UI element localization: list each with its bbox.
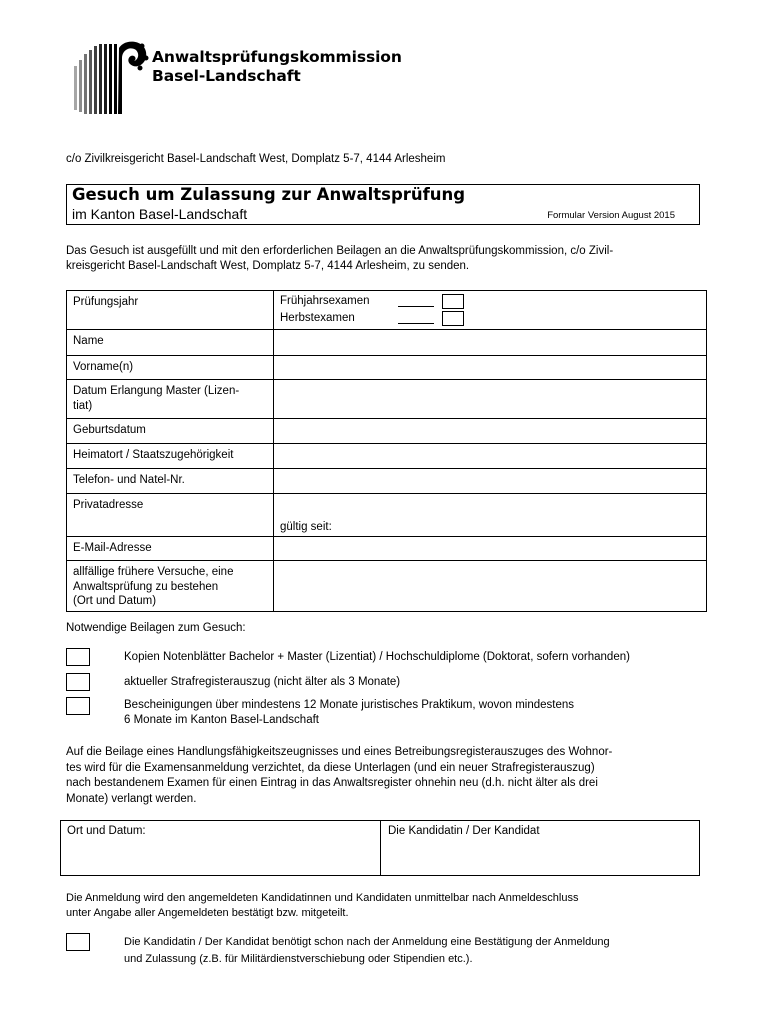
intro-text xyxy=(66,244,702,274)
beilage-praktikum-line: Bescheinigungen über mindestens 12 Monate juristisches Praktikum, wovon mindestens xyxy=(124,699,575,711)
checkbox-notenblaetter[interactable] xyxy=(66,648,90,666)
label-master-line: tiat) xyxy=(73,399,93,412)
label-versuche-line: Anwaltsprüfung zu bestehen xyxy=(73,580,219,593)
application-form-table xyxy=(66,290,707,612)
intro-line: Das Gesuch ist ausgefüllt und mit den erforderlichen Beilagen an die Anwaltsprüfungskommission, c/o Zivil- xyxy=(66,245,614,257)
field-master-date[interactable] xyxy=(274,380,707,419)
field-ort-datum[interactable] xyxy=(61,821,381,875)
postal-address: c/o Zivilkreisgericht Basel-Landschaft West, Domplatz 5-7, 4144 Arlesheim xyxy=(66,153,446,165)
label-email: E-Mail-Adresse xyxy=(67,537,274,561)
exam-option-spring xyxy=(280,293,700,310)
label-versuche-line: allfällige frühere Versuche, eine xyxy=(73,566,234,578)
field-vorname[interactable] xyxy=(274,356,707,380)
beilage-praktikum-line: 6 Monate im Kanton Basel-Landschaft xyxy=(124,714,319,726)
checkbox-autumn-exam[interactable] xyxy=(442,311,464,326)
bestaetigung-text xyxy=(124,934,704,968)
field-heimatort[interactable] xyxy=(274,444,707,469)
label-ort-datum: Ort und Datum: xyxy=(67,825,146,837)
exam-label-autumn: Herbstexamen xyxy=(280,312,355,325)
basel-landschaft-crest-icon xyxy=(70,38,150,120)
waiver-line: Monate) verlangt werden. xyxy=(66,792,197,805)
label-telefon: Telefon- und Natel-Nr. xyxy=(67,469,274,494)
label-geburtsdatum: Geburtsdatum xyxy=(67,419,274,444)
beilage-strafregister: aktueller Strafregisterauszug (nicht älter als 3 Monate) xyxy=(124,676,401,688)
bestaetigung-line: und Zulassung (z.B. für Militärdienstverschiebung oder Stipendien etc.). xyxy=(124,953,473,965)
label-master-line: Datum Erlangung Master (Lizen- xyxy=(73,385,240,397)
field-name[interactable] xyxy=(274,330,707,356)
exam-blank-autumn xyxy=(398,314,434,324)
bestaetigung-line: Die Kandidatin / Der Kandidat benötigt schon nach der Anmeldung eine Bestätigung der Anmeldung xyxy=(124,936,610,948)
form-subtitle: im Kanton Basel-Landschaft xyxy=(72,206,248,222)
org-name-line1: Anwaltsprüfungskommission xyxy=(152,48,402,66)
anmeldung-line: unter Angabe aller Angemeldeten bestätigt bzw. mitgeteilt. xyxy=(66,907,349,919)
anmeldung-notice xyxy=(66,891,700,921)
beilage-notenblaetter: Kopien Notenblätter Bachelor + Master (Lizentiat) / Hochschuldiplome (Doktorat, sofern vorhanden) xyxy=(124,651,630,663)
waiver-paragraph xyxy=(66,745,700,807)
label-name: Name xyxy=(67,330,274,356)
beilagen-heading: Notwendige Beilagen zum Gesuch: xyxy=(66,622,246,634)
field-versuche[interactable] xyxy=(274,561,707,612)
form-version: Formular Version August 2015 xyxy=(547,210,675,221)
checkbox-strafregister[interactable] xyxy=(66,673,90,691)
field-privatadresse[interactable] xyxy=(274,494,707,537)
checkbox-spring-exam[interactable] xyxy=(442,294,464,309)
anmeldung-line: Die Anmeldung wird den angemeldeten Kandidatinnen und Kandidaten unmittelbar nach Anmeldeschluss xyxy=(66,892,579,904)
label-versuche-line: (Ort und Datum) xyxy=(73,595,157,607)
intro-line: kreisgericht Basel-Landschaft West, Domplatz 5-7, 4144 Arlesheim, zu senden. xyxy=(66,260,470,272)
signature-box xyxy=(60,820,700,876)
exam-label-spring: Frühjahrsexamen xyxy=(280,295,370,308)
field-signature[interactable] xyxy=(382,821,699,875)
field-email[interactable] xyxy=(274,537,707,561)
label-vorname: Vorname(n) xyxy=(67,356,274,380)
label-versuche xyxy=(67,561,274,612)
label-master xyxy=(67,380,274,419)
field-geburtsdatum[interactable] xyxy=(274,419,707,444)
exam-selection-cell xyxy=(274,291,707,330)
waiver-line: Auf die Beilage eines Handlungsfähigkeitszeugnisses und eines Betreibungsregisterauszuges des Wohnor- xyxy=(66,746,613,758)
organization-name xyxy=(152,48,402,86)
label-privatadresse: Privatadresse xyxy=(67,494,274,537)
exam-option-autumn xyxy=(280,310,700,327)
checkbox-praktikum[interactable] xyxy=(66,697,90,715)
org-name-line2: Basel-Landschaft xyxy=(152,67,301,85)
label-heimatort: Heimatort / Staatszugehörigkeit xyxy=(67,444,274,469)
waiver-line: nach bestandenem Examen für einen Eintrag in das Anwaltsregister ohnehin neu (d.h. nicht älter als drei xyxy=(66,777,598,789)
field-telefon[interactable] xyxy=(274,469,707,494)
label-gueltig-seit: gültig seit: xyxy=(280,520,332,533)
beilage-praktikum xyxy=(124,698,574,728)
title-box xyxy=(66,184,700,225)
label-pruefungsjahr: Prüfungsjahr xyxy=(67,291,274,330)
waiver-line: tes wird für die Examensanmeldung verzichtet, da diese Unterlagen (und ein neuer Strafregisterauszug) xyxy=(66,761,595,774)
form-title: Gesuch um Zulassung zur Anwaltsprüfung xyxy=(72,185,466,204)
exam-blank-spring xyxy=(398,297,434,307)
checkbox-bestaetigung[interactable] xyxy=(66,933,90,951)
label-kandidat: Die Kandidatin / Der Kandidat xyxy=(388,825,540,837)
